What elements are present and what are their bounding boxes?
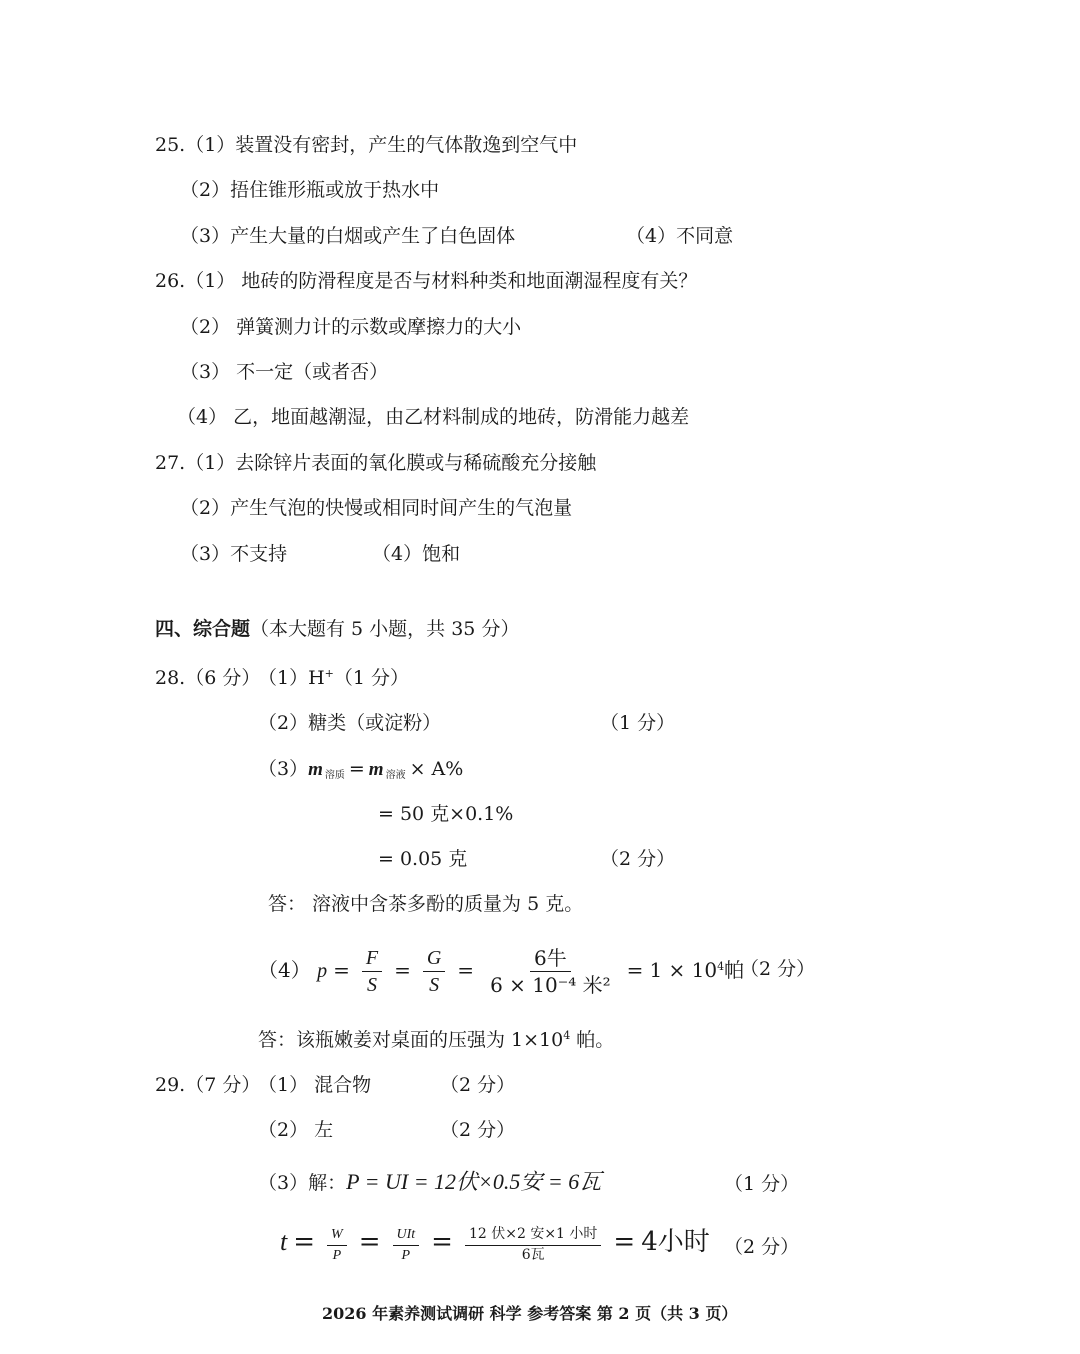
q28-part3-step3: = 0.05 克 [378, 848, 468, 870]
q27-part1: 27.（1）去除锌片表面的氧化膜或与稀硫酸充分接触 [155, 452, 597, 474]
q29-time-formula: t = $\frac{W}{P}$ = $\frac{\text{UIt}}{P}$ = $\frac{\text{12 伏×2 安×1 小时}}{\text{6瓦}}$ = 4小时 [280, 1226, 710, 1263]
q27-part2: （2）产生气泡的快慢或相同时间产生的气泡量 [180, 497, 573, 519]
section-heading [155, 617, 519, 641]
q26-part4: （4） 乙，地面越潮湿，由乙材料制成的地砖，防滑能力越差 [177, 406, 690, 428]
q25-part3: （3）产生大量的白烟或产生了白色固体 [180, 225, 516, 247]
q29-part3-score: （1 分） [724, 1173, 800, 1195]
page-footer: 2026 年素养测试调研 科学 参考答案 第 2 页（共 3 页） [322, 1304, 738, 1323]
q27-number: 27. [155, 452, 186, 474]
q25-number: 25. [155, 134, 186, 156]
q29-part3: （3）解：P = UI = 12伏×0.5安 = 6瓦 [258, 1169, 602, 1194]
q29-part1: （1） 混合物 [258, 1074, 372, 1096]
q28-part3-score: （2 分） [600, 848, 676, 870]
q26-number: 26. [155, 270, 186, 292]
q29-header [155, 1073, 260, 1097]
q27-part4: （4）饱和 [372, 543, 461, 565]
q26-part3: （3） 不一定（或者否） [180, 361, 389, 383]
q25-part2: （2）捂住锥形瓶或放于热水中 [180, 179, 440, 201]
q28-number: 28. [155, 667, 186, 689]
q28-header [155, 666, 260, 690]
section-note: （本大题有 5 小题，共 35 分） [250, 618, 520, 640]
q29-number: 29. [155, 1074, 186, 1096]
q27-part3: （3）不支持 [180, 543, 288, 565]
q29-time-score: （2 分） [724, 1236, 800, 1258]
q26-part2: （2） 弹簧测力计的示数或摩擦力的大小 [180, 316, 522, 338]
q29-part2: （2） 左 [258, 1119, 334, 1141]
q28-part4-answer: 答：该瓶嫩姜对桌面的压强为 $1\times 10^4$ 帕。 [258, 1029, 615, 1051]
q25-part1: 25.（1）装置没有密封，产生的气体散逸到空气中 [155, 134, 578, 156]
q29-part1-score: （2 分） [440, 1074, 516, 1096]
q28-part4-score: （2 分） [740, 958, 816, 980]
q25-part4: （4）不同意 [626, 225, 734, 247]
q29-part2-score: （2 分） [440, 1119, 516, 1141]
q29-score: （7 分） [185, 1074, 261, 1096]
q28-part1: （1）H+（1 分） [258, 667, 410, 689]
q26-part1: 26.（1） 地砖的防滑程度是否与材料种类和地面潮湿程度有关？ [155, 270, 698, 292]
q28-part2-score: （1 分） [600, 712, 676, 734]
q28-part2: （2）糖类（或淀粉） [258, 712, 442, 734]
q28-part3-answer: 答： 溶液中含茶多酚的质量为 5 克。 [268, 893, 584, 915]
q28-score: （6 分） [185, 667, 261, 689]
q28-part3-formula: （3）m $_{溶质}$ = m $_{溶液}$ × A% [258, 758, 464, 781]
q28-part3-step2: = 50 克×0.1% [378, 803, 514, 825]
section-title: 四、综合题 [155, 618, 251, 640]
q28-part4-formula: （4） p = $\frac{F}{S}$ = $\frac{G}{S}$ = $\frac{\text{6牛}}{\text{6 × 10⁻⁴ 米²}}$ = $1 \times 10^4$帕 [258, 946, 745, 997]
